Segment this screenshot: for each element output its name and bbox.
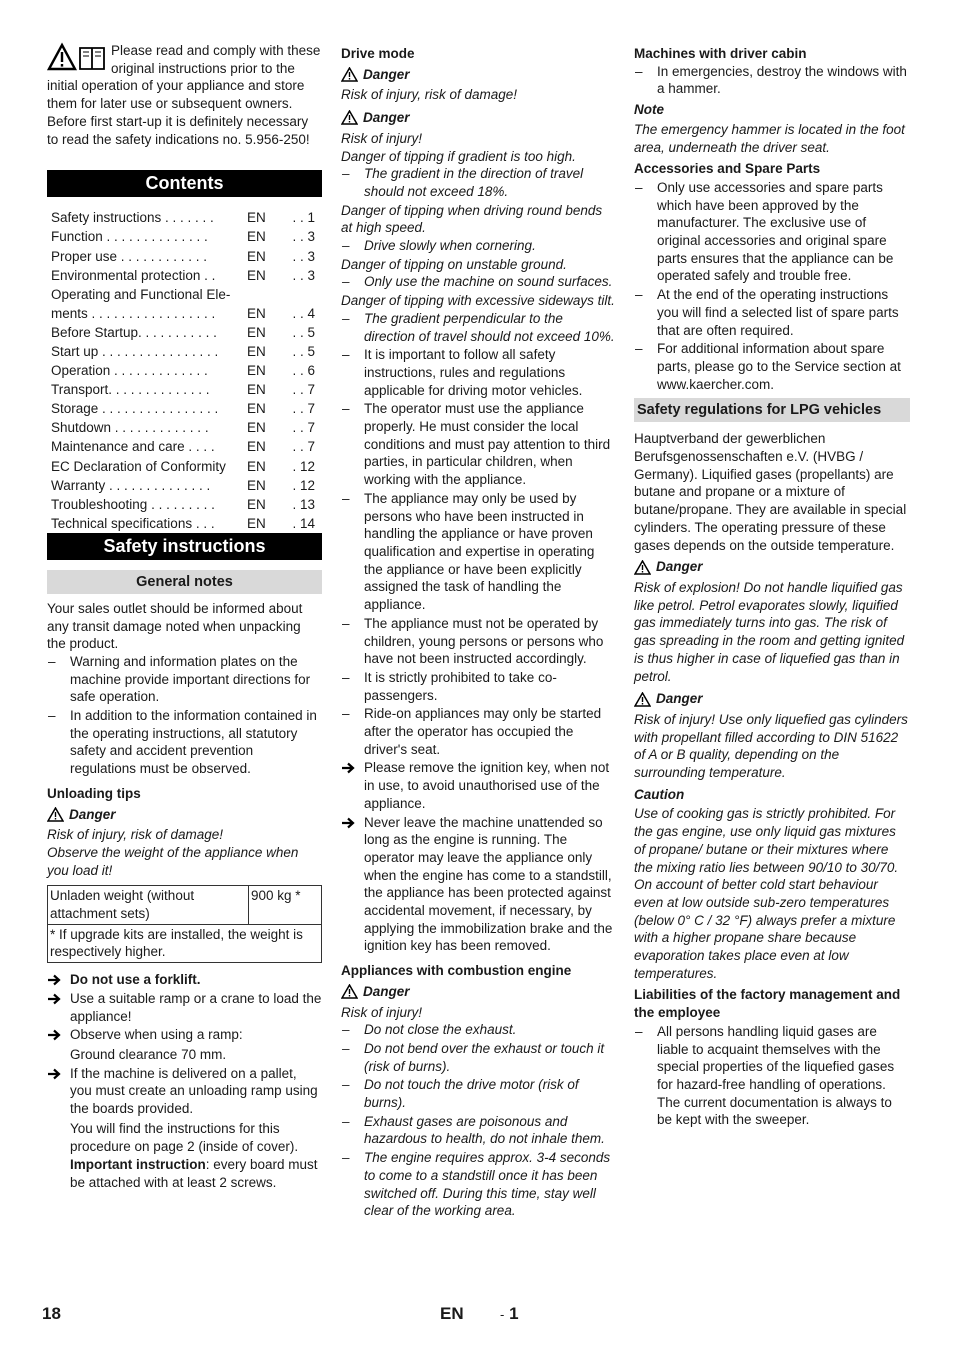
arrow-right-icon bbox=[47, 1029, 61, 1041]
danger-label: Danger bbox=[47, 806, 322, 824]
unloading-steps bbox=[47, 971, 322, 1191]
toc-row bbox=[47, 340, 322, 359]
list-item: – For additional information about spare parts, please go to the Service section at www.kaercher.com. bbox=[635, 341, 901, 392]
contents-title: Contents bbox=[47, 170, 322, 197]
toc-lang: EN bbox=[247, 382, 266, 398]
toc-title: Safety instructions . . . . . . . bbox=[51, 210, 214, 226]
list-item: If the machine is delivered on a pallet, you must create an unloading ramp using the boards provided. You will find the instructions for this procedure on page 2 (inside of cover). Important instruction: every board must be attached with at least 2 screws. bbox=[47, 1065, 322, 1192]
accessories-list bbox=[634, 179, 910, 393]
danger-text: Risk of explosion! Do not handle liquified gas like petrol. Petrol evaporates slowly, liquified gas immediately turns into gas. The risk of gas spreading in the room and getting ignited is thus higher in case of liquefied gas than in petrol. bbox=[634, 579, 905, 684]
list-item: – Only use accessories and spare parts which have been approved by the manufacturer. The exclusive use of original accessories and original spare parts ensures that the appliance can be operated safely and trouble free. bbox=[635, 179, 894, 284]
list-item: – Drive slowly when cornering. bbox=[342, 238, 536, 254]
column-right bbox=[634, 42, 910, 1130]
warning-triangle-icon bbox=[634, 692, 651, 707]
toc-title: Operation . . . . . . . . . . . . . bbox=[51, 363, 208, 379]
liabilities-heading: Liabilities of the factory management and the employee bbox=[634, 987, 901, 1021]
toc-lang: EN bbox=[247, 324, 266, 340]
weight-note: * If upgrade kits are installed, the weight is respectively higher. bbox=[48, 924, 322, 962]
list-item: – In emergencies, destroy the windows with a hammer. bbox=[635, 63, 907, 97]
note-text: The emergency hammer is located in the foot area, underneath the driver seat. bbox=[634, 121, 905, 155]
toc-title: Technical specifications . . . bbox=[51, 515, 215, 531]
intro-block bbox=[47, 42, 322, 148]
danger-label: Danger bbox=[341, 983, 615, 1001]
list-item: – It is strictly prohibited to take co-passengers. bbox=[342, 669, 557, 703]
toc-lang: EN bbox=[247, 210, 266, 226]
list-item: Never leave the machine unattended so long as the engine is running. The operator may leave the appliance only when the engine has come to a standstill, the appliance has been protected against accidental movement, if necessary, by applying the immobilization brake and the ignition key has been removed. bbox=[341, 814, 615, 956]
danger-label: Danger bbox=[341, 66, 615, 84]
intro-text: Please read and comply with these original instructions prior to the initial operation of your appliance and store them for later use or subsequent owners. bbox=[47, 43, 321, 112]
toc-page: . . 3 bbox=[292, 229, 315, 245]
list-item: – At the end of the operating instructions you will find a selected list of spare parts that are often required. bbox=[635, 287, 899, 338]
list-item: – The operator must use the appliance properly. He must consider the local conditions and must pay attention to third parties, in particular children, when working with the appliance. bbox=[342, 401, 611, 488]
toc-row bbox=[47, 264, 322, 283]
list-item: – Do not touch the drive motor (risk of burns). bbox=[342, 1077, 579, 1111]
list-item: – The gradient perpendicular to the direction of travel should not exceed 10%. bbox=[342, 310, 615, 344]
toc-lang: EN bbox=[247, 477, 266, 493]
caution-label: Caution bbox=[634, 786, 685, 802]
toc-row bbox=[47, 225, 322, 244]
danger-text: Risk of injury, risk of damage! bbox=[47, 827, 224, 843]
toc-row bbox=[47, 454, 322, 473]
toc-title: Shutdown . . . . . . . . . . . . . bbox=[51, 420, 209, 436]
toc-page: . 14 bbox=[292, 515, 315, 531]
toc-title: EC Declaration of Conformity bbox=[51, 458, 226, 474]
footer-page-ref: - 1 bbox=[500, 1304, 519, 1323]
toc-lang: EN bbox=[247, 229, 266, 245]
toc-row bbox=[47, 435, 322, 454]
toc-page bbox=[281, 283, 322, 302]
warning-triangle-icon bbox=[47, 807, 64, 822]
drive-mode-list bbox=[341, 346, 615, 955]
footer-lang: EN bbox=[440, 1304, 464, 1323]
toc-row bbox=[47, 302, 322, 321]
toc-page: . . 7 bbox=[292, 401, 315, 417]
list-item: – Only use the machine on sound surfaces. bbox=[342, 274, 613, 290]
toc-title: Operating and Functional Ele- bbox=[51, 286, 231, 302]
safety-instructions-title: Safety instructions bbox=[47, 533, 322, 560]
intro-startup-text: Before first start-up it is definitely necessary to read the safety indications no. 5.956-250! bbox=[47, 113, 310, 147]
toc-row bbox=[47, 416, 322, 435]
toc-page: . . 5 bbox=[292, 343, 315, 359]
danger-text: Risk of injury! bbox=[341, 130, 423, 146]
tipping-list bbox=[341, 165, 615, 200]
toc-page: . . 6 bbox=[292, 363, 315, 379]
toc-title: Troubleshooting . . . . . . . . . bbox=[51, 496, 215, 512]
weight-table bbox=[47, 885, 322, 963]
toc-title: Proper use . . . . . . . . . . . . bbox=[51, 248, 208, 264]
page-number: 18 bbox=[42, 1304, 61, 1323]
toc-page: . 12 bbox=[292, 477, 315, 493]
caution-text: Use of cooking gas is strictly prohibited. For the gas engine, use only liquid gas mixtures of propane/ butane or their mixtures where the mixing ratio lies between 90/10 to 30/70. On account of better cold start behaviour even at low outside sub-zero temperatures (below 0° C / 32 °F) always prefer a mixture with a higher propane share because evaporation takes place even at low temperatures. bbox=[634, 806, 899, 981]
toc-page: . . 1 bbox=[292, 210, 315, 226]
toc-lang: EN bbox=[247, 496, 266, 512]
toc-lang: EN bbox=[247, 458, 266, 474]
toc-title: Warranty . . . . . . . . . . . . . . bbox=[51, 477, 211, 493]
toc-row bbox=[47, 493, 322, 512]
danger-text: Risk of injury, risk of damage! bbox=[341, 87, 518, 103]
column-left bbox=[47, 42, 322, 1193]
cabin-list bbox=[634, 63, 910, 98]
warning-manual-icon bbox=[47, 42, 109, 72]
tipping-text: Danger of tipping with excessive sideways tilt. bbox=[341, 293, 615, 309]
tipping-list bbox=[341, 237, 615, 255]
lpg-title: Safety regulations for LPG vehicles bbox=[634, 398, 910, 422]
list-item: – The gradient in the direction of travel should not exceed 18%. bbox=[342, 166, 584, 199]
toc-page: . . 7 bbox=[292, 439, 315, 455]
tipping-list bbox=[341, 310, 615, 345]
toc-lang: EN bbox=[247, 248, 266, 264]
weight-label: Unladen weight (without attachment sets) bbox=[48, 886, 249, 924]
danger-label: Danger bbox=[634, 558, 910, 576]
toc-row bbox=[47, 321, 322, 340]
arrow-right-icon bbox=[341, 817, 355, 829]
toc-title: Start up . . . . . . . . . . . . . . . . bbox=[51, 343, 219, 359]
toc-lang: EN bbox=[247, 267, 266, 283]
toc-title: Storage . . . . . . . . . . . . . . . . bbox=[51, 401, 219, 417]
toc-page: . 12 bbox=[292, 458, 315, 474]
arrow-right-icon bbox=[341, 762, 355, 774]
arrow-right-icon bbox=[47, 993, 61, 1005]
lpg-intro: Hauptverband der gewerblichen Berufsgenossenschaften e.V. (HVBG / Germany). Liquified gases (propellants) are butane and propane or a mixture of butane/propane. They are available in special cylinders. The operating pressure of these gases depends on the outside temperature. bbox=[634, 431, 907, 553]
toc-page: . . 3 bbox=[292, 248, 315, 264]
toc-row bbox=[47, 359, 322, 378]
warning-triangle-icon bbox=[341, 110, 358, 125]
toc-page: . 13 bbox=[292, 496, 315, 512]
list-item: – Ride-on appliances may only be started after the operator has occupied the driver's seat. bbox=[342, 706, 602, 757]
toc-title: Transport. . . . . . . . . . . . . . bbox=[51, 382, 210, 398]
list-item: – It is important to follow all safety instructions, rules and regulations applicable for driving motor vehicles. bbox=[342, 347, 583, 398]
toc-title: ments . . . . . . . . . . . . . . . . . bbox=[51, 305, 216, 321]
danger-label: Danger bbox=[634, 690, 910, 708]
combustion-list bbox=[341, 1021, 615, 1220]
important-instruction: Important instruction: every board must be attached with at least 2 screws. bbox=[70, 1157, 318, 1190]
toc-row bbox=[47, 397, 322, 416]
general-notes-list bbox=[47, 653, 322, 778]
toc-row bbox=[47, 244, 322, 263]
arrow-right-icon bbox=[47, 1068, 61, 1080]
toc-lang: EN bbox=[247, 343, 266, 359]
danger-text: Risk of injury! Use only liquefied gas cylinders with propellant filled according to DIN 51622 of A or B quality, depending on the surrounding temperature. bbox=[634, 711, 908, 781]
toc-lang: EN bbox=[247, 305, 266, 321]
toc-page: . . 5 bbox=[292, 324, 315, 340]
list-item: Please remove the ignition key, when not in use, to avoid unauthorised use of the appliance. bbox=[341, 759, 615, 812]
toc-title: Environmental protection . . bbox=[51, 267, 216, 283]
note-label: Note bbox=[634, 102, 664, 118]
list-item: – Do not bend over the exhaust or touch it (risk of burns). bbox=[342, 1040, 605, 1074]
toc-lang: EN bbox=[247, 420, 266, 436]
toc-row bbox=[47, 474, 322, 493]
list-item: – The appliance may only be used by persons who have been instructed in handling the appliance or have proven qualification and expertise in operating the appliance or have been explicitly assigned the task of handling the appliance. bbox=[342, 490, 595, 613]
toc-page: . . 7 bbox=[292, 420, 315, 436]
list-item: Do not use a forklift. bbox=[47, 971, 322, 989]
toc-title: Function . . . . . . . . . . . . . . bbox=[51, 229, 208, 245]
toc-lang: EN bbox=[247, 515, 266, 531]
toc-row bbox=[47, 512, 322, 531]
drive-mode-heading: Drive mode bbox=[341, 46, 415, 61]
warning-triangle-icon bbox=[341, 984, 358, 999]
list-item: – All persons handling liquid gases are liable to acquaint themselves with the special properties of the liquefied gases for hazard-free handling of operations. The current documentation is always to be kept with the sweeper. bbox=[635, 1023, 895, 1128]
list-item: – The appliance must not be operated by children, young persons or persons who have not been instructed accordingly. bbox=[342, 615, 604, 667]
tipping-list bbox=[341, 273, 615, 291]
general-notes-text: Your sales outlet should be informed about any transit damage noted when unpacking the product. bbox=[47, 600, 303, 652]
contents-table bbox=[47, 206, 322, 531]
unloading-heading: Unloading tips bbox=[47, 785, 141, 801]
column-middle bbox=[341, 42, 615, 1221]
tipping-text: Danger of tipping when driving round bends at high speed. bbox=[341, 202, 603, 236]
toc-page: . . 3 bbox=[292, 267, 315, 283]
combustion-heading: Appliances with combustion engine bbox=[341, 963, 572, 979]
list-item: Use a suitable ramp or a crane to load the appliance! bbox=[47, 990, 322, 1025]
toc-page: . . 7 bbox=[292, 382, 315, 398]
liabilities-list bbox=[634, 1023, 910, 1129]
arrow-right-icon bbox=[47, 974, 61, 986]
warning-triangle-icon bbox=[634, 560, 651, 575]
danger-text: Observe the weight of the appliance when you load it! bbox=[47, 844, 299, 878]
accessories-heading: Accessories and Spare Parts bbox=[634, 161, 821, 177]
toc-lang: EN bbox=[247, 363, 266, 379]
toc-title: Before Startup. . . . . . . . . . . bbox=[51, 324, 217, 340]
cabin-heading: Machines with driver cabin bbox=[634, 46, 807, 61]
toc-lang bbox=[247, 283, 281, 302]
weight-value: 900 kg * bbox=[249, 886, 322, 924]
toc-lang: EN bbox=[247, 439, 266, 455]
toc-row bbox=[47, 206, 322, 225]
list-item: – Warning and information plates on the machine provide important directions for safe operation. bbox=[48, 653, 311, 705]
toc-lang: EN bbox=[247, 401, 266, 417]
toc-title: Maintenance and care . . . . bbox=[51, 439, 215, 455]
tipping-text: Danger of tipping if gradient is too high. bbox=[341, 148, 576, 164]
toc-page: . . 4 bbox=[292, 305, 315, 321]
tipping-text: Danger of tipping on unstable ground. bbox=[341, 256, 567, 272]
toc-row bbox=[47, 283, 322, 302]
danger-text: Risk of injury! bbox=[341, 1004, 423, 1020]
toc-row bbox=[47, 378, 322, 397]
list-item: Observe when using a ramp: Ground clearance 70 mm. bbox=[47, 1026, 322, 1063]
list-item: – Do not close the exhaust. bbox=[342, 1022, 517, 1038]
list-item: – The engine requires approx. 3-4 seconds to come to a standstill once it has been switched off. During this time, stay well clear of the working area. bbox=[342, 1150, 611, 1219]
danger-label: Danger bbox=[341, 109, 615, 127]
general-notes-title: General notes bbox=[47, 570, 322, 594]
list-item: – In addition to the information contained in the operating instructions, all statutory safety and accident prevention regulations must be observed. bbox=[48, 708, 317, 777]
warning-triangle-icon bbox=[341, 67, 358, 82]
list-item: – Exhaust gases are poisonous and hazardous to health, do not inhale them. bbox=[342, 1113, 605, 1147]
